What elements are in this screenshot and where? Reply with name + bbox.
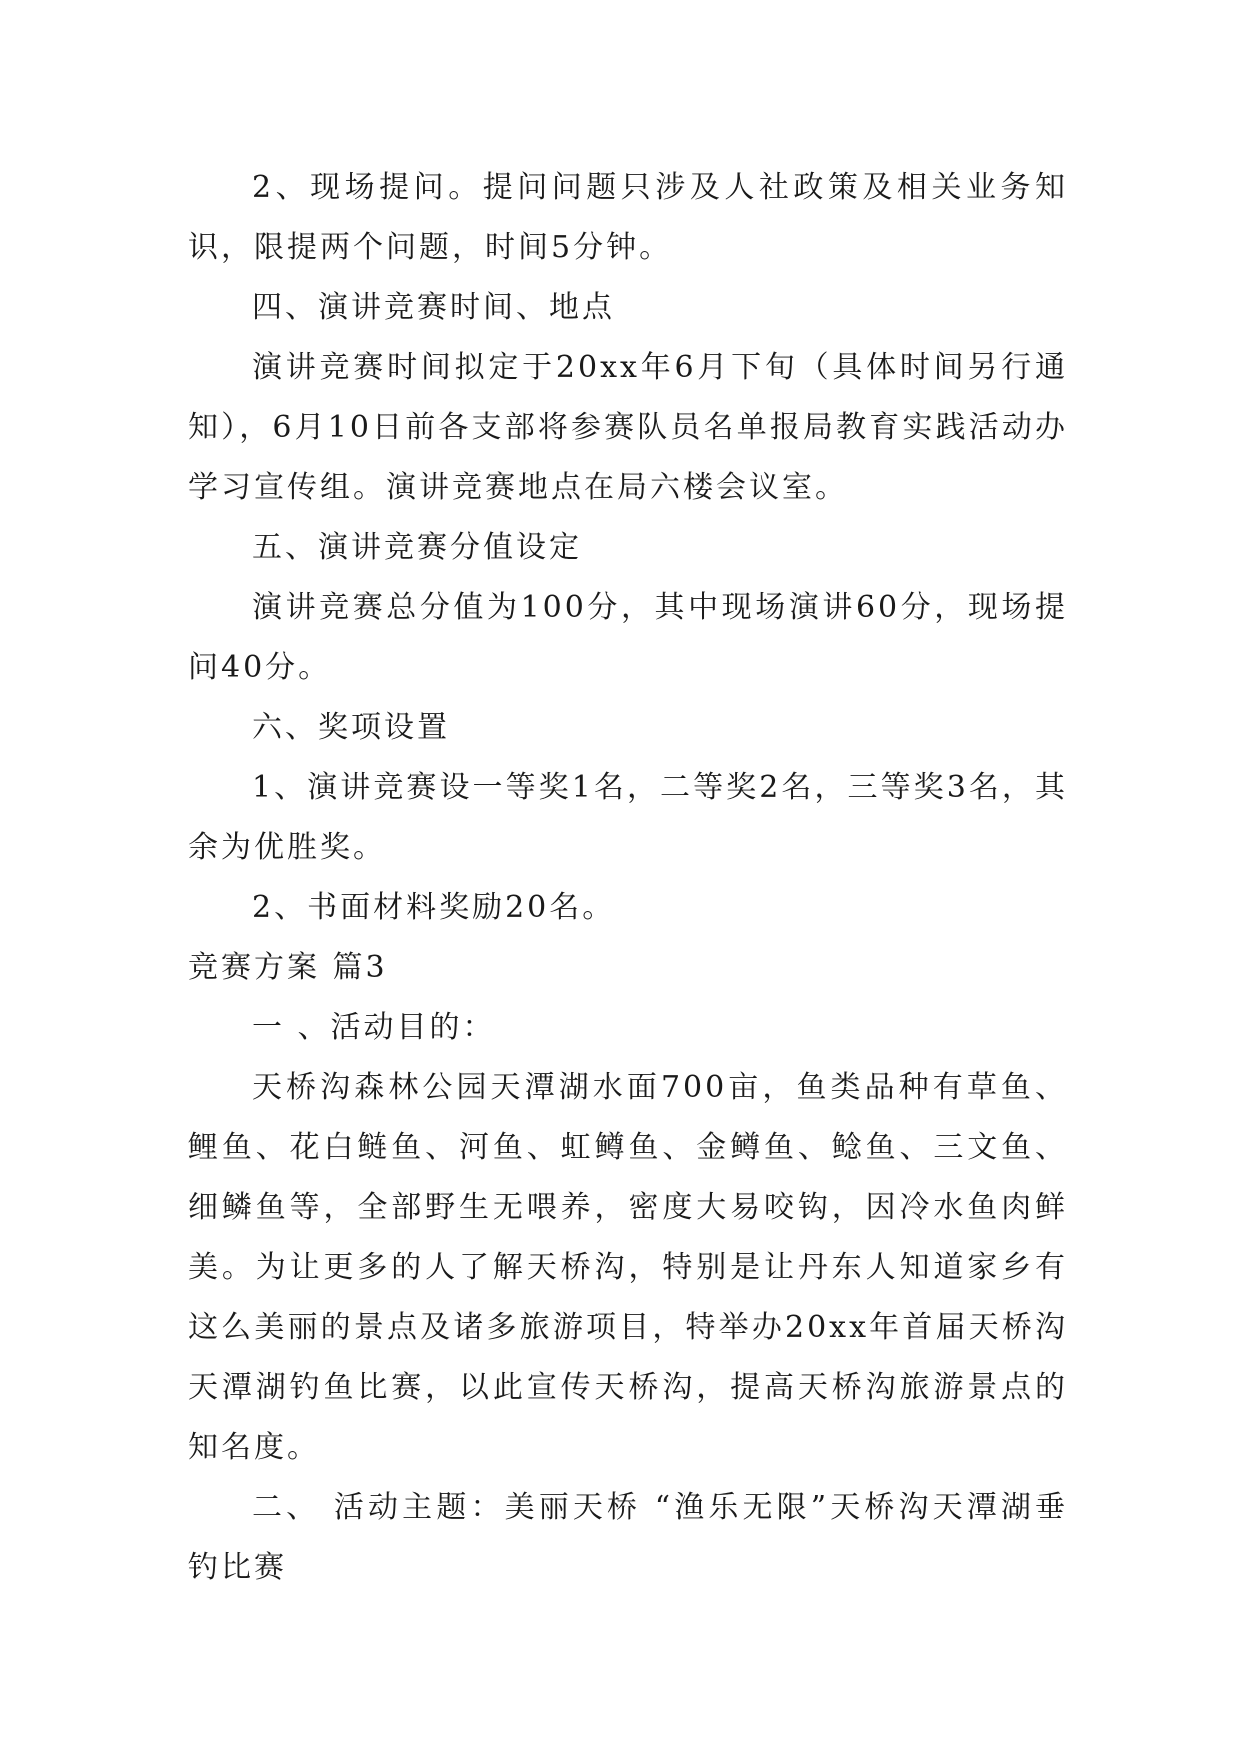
section-heading-awards: 六、奖项设置 <box>252 710 450 745</box>
paragraph-purpose: 天桥沟森林公园天潭湖水面700亩，鱼类品种有草鱼、鲤鱼、花白鲢鱼、河鱼、虹鳟鱼、金鳟鱼、鲶鱼、三文鱼、细鳞鱼等，全部野生无喂养，密度大易咬钩，因冷水鱼肉鲜美。为让更多的人了解天桥沟，特别是让丹东人知道家乡有这么美丽的景点及诸多旅游项目，特举办20xx年首届天桥沟天潭湖钓鱼比赛，以此宣传天桥沟，提高天桥沟旅游景点的知名度。 <box>188 1070 1068 1465</box>
paragraph-scoring: 演讲竞赛总分值为100分，其中现场演讲60分，现场提问40分。 <box>188 590 1068 685</box>
section-heading-purpose: 一 、活动目的： <box>252 1010 496 1045</box>
paragraph-theme: 二、 活动主题：美丽天桥 “渔乐无限”天桥沟天潭湖垂钓比赛 <box>188 1490 1068 1585</box>
paragraph-awards-written: 2、书面材料奖励20名。 <box>252 890 616 925</box>
plan-title: 竞赛方案 篇3 <box>188 950 388 985</box>
paragraph-onsite-questions: 2、现场提问。提问问题只涉及人社政策及相关业务知识，限提两个问题，时间5分钟。 <box>188 170 1068 265</box>
paragraph-awards-ranks: 1、演讲竞赛设一等奖1名，二等奖2名，三等奖3名，其余为优胜奖。 <box>188 770 1068 865</box>
document-body <box>188 158 1068 1598</box>
paragraph-time-location: 演讲竞赛时间拟定于20xx年6月下旬（具体时间另行通知），6月10日前各支部将参赛队员名单报局教育实践活动办学习宣传组。演讲竞赛地点在局六楼会议室。 <box>188 350 1068 505</box>
section-heading-time-location: 四、演讲竞赛时间、地点 <box>252 290 615 325</box>
section-heading-scoring: 五、演讲竞赛分值设定 <box>252 530 582 565</box>
